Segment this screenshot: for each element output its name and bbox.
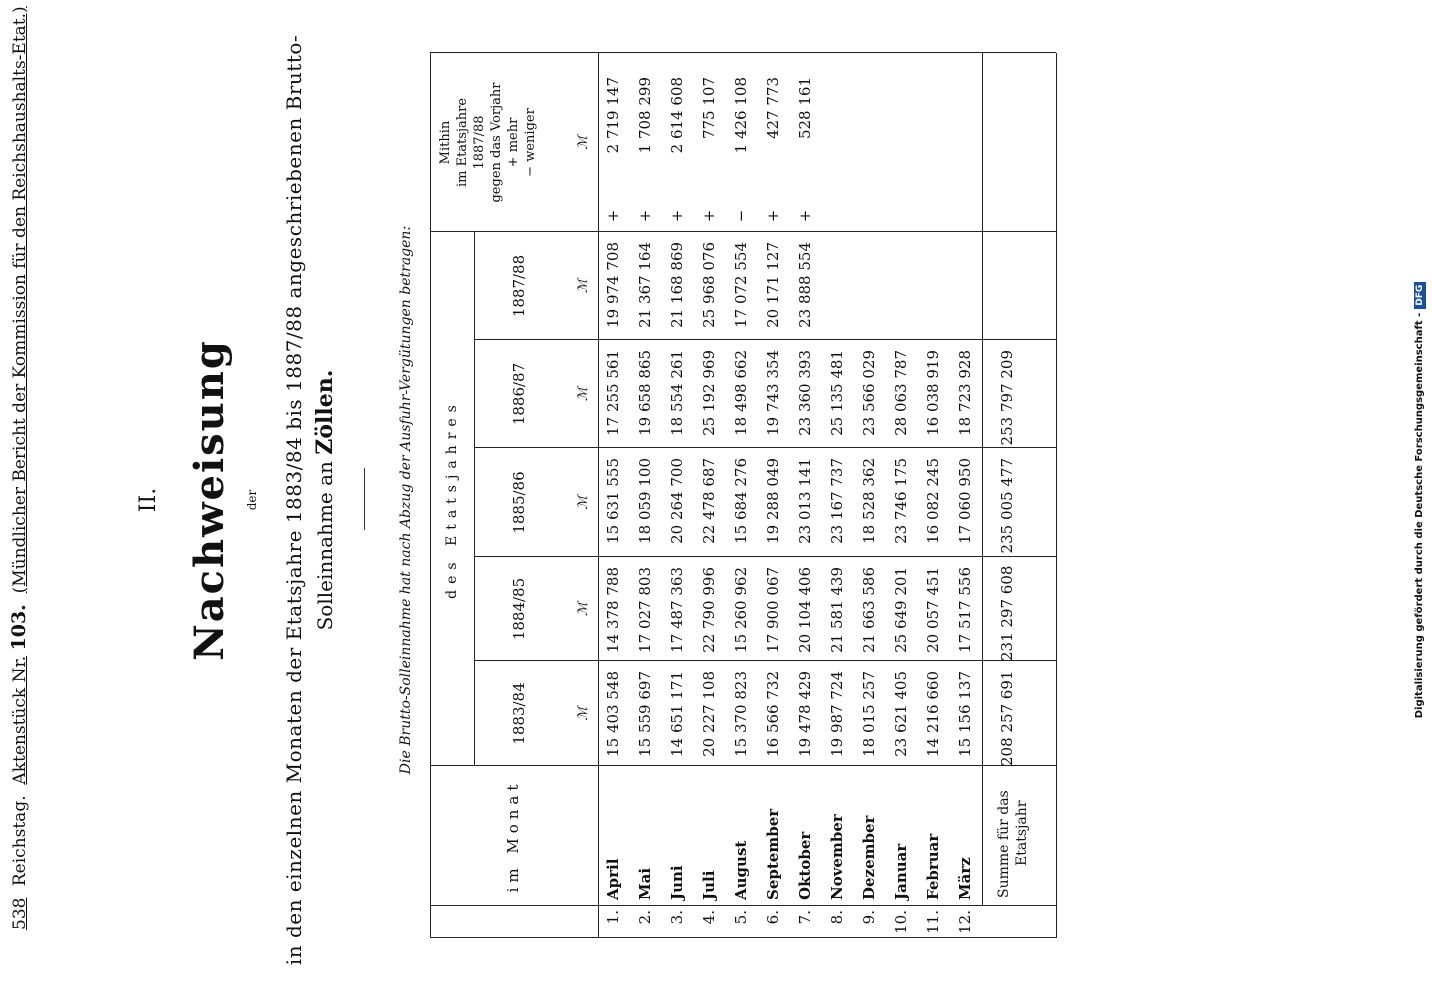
value-cell: 22 790 996 <box>700 567 718 653</box>
difference-sign: + <box>764 209 782 223</box>
value-cell: 18 059 100 <box>636 458 654 544</box>
currency-unit: ℳ <box>576 135 591 150</box>
row-number: 2. <box>636 910 654 925</box>
value-cell: 21 367 164 <box>636 242 654 328</box>
row-number: 1. <box>604 910 622 925</box>
value-cell: 25 968 076 <box>700 242 718 328</box>
intro-text: Die Brutto-Solleinnahme hat nach Abzug der Ausfuhr-Vergütungen betragen: <box>398 225 414 775</box>
value-cell: 19 658 865 <box>636 350 654 436</box>
difference-header-line: Mithin <box>438 120 453 165</box>
value-cell: 17 060 950 <box>956 458 974 544</box>
difference-sign: + <box>604 209 622 223</box>
difference-sign: + <box>668 209 686 223</box>
value-cell: 19 288 049 <box>764 458 782 544</box>
difference-value: 775 107 <box>700 77 718 140</box>
difference-value: 2 719 147 <box>604 77 622 154</box>
year-header: 1885/86 <box>510 471 528 534</box>
value-cell: 18 528 362 <box>860 458 878 544</box>
difference-sign: + <box>796 209 814 223</box>
month-label: Februar <box>924 833 942 900</box>
sum-label: Etatsjahr <box>1014 800 1030 866</box>
value-cell: 20 057 451 <box>924 567 942 653</box>
value-cell: 19 974 708 <box>604 242 622 328</box>
value-cell: 18 498 662 <box>732 350 750 436</box>
difference-header-line: − weniger <box>523 108 538 177</box>
value-cell: 17 517 556 <box>956 567 974 653</box>
value-cell: 19 987 724 <box>828 671 846 757</box>
value-cell: 20 264 700 <box>668 458 686 544</box>
difference-header-line: gegen das Vorjahr <box>489 82 504 203</box>
value-cell: 25 649 201 <box>892 567 910 653</box>
value-cell: 16 566 732 <box>764 671 782 757</box>
value-cell: 20 104 406 <box>796 567 814 653</box>
value-cell: 15 370 823 <box>732 671 750 757</box>
value-cell: 17 255 561 <box>604 350 622 436</box>
difference-header-line: im Etatsjahre <box>455 97 470 188</box>
header-doc-number: 103. <box>8 604 30 651</box>
month-label: September <box>764 808 782 900</box>
difference-value: 2 614 608 <box>668 77 686 154</box>
value-cell: 20 171 127 <box>764 242 782 328</box>
month-label: Juni <box>668 865 686 900</box>
header-doc: Aktenstück Nr. <box>10 655 30 785</box>
difference-value: 427 773 <box>764 77 782 140</box>
value-cell: 23 013 141 <box>796 458 814 544</box>
month-label: August <box>732 840 750 900</box>
value-cell: 15 684 276 <box>732 458 750 544</box>
year-header: 1884/85 <box>510 577 528 641</box>
difference-value: 528 161 <box>796 77 814 140</box>
value-cell: 25 192 969 <box>700 350 718 436</box>
sum-label: Summe für das <box>996 790 1012 898</box>
value-cell: 14 216 660 <box>924 671 942 757</box>
value-cell: 19 478 429 <box>796 671 814 757</box>
month-label: Mai <box>636 867 654 900</box>
year-header: 1886/87 <box>510 362 528 426</box>
difference-sign: + <box>636 209 654 223</box>
value-cell: 21 168 869 <box>668 242 686 328</box>
row-number: 8. <box>828 910 846 925</box>
difference-value: 1 426 108 <box>732 77 750 154</box>
column-rule <box>430 905 1056 906</box>
sum-value: 235 005 477 <box>998 458 1016 554</box>
value-cell: 15 559 697 <box>636 671 654 757</box>
difference-sign: + <box>700 209 718 223</box>
row-number: 10. <box>892 910 910 934</box>
currency-unit: ℳ <box>576 279 591 293</box>
month-label: März <box>956 857 974 900</box>
value-cell: 18 554 261 <box>668 350 686 436</box>
year-header: 1887/88 <box>510 254 528 318</box>
row-number: 12. <box>956 910 974 934</box>
header-report: (Mündlicher Bericht der Kommission für den Reichshaushalts-Etat.) <box>10 6 30 594</box>
value-cell: 25 135 481 <box>828 350 846 436</box>
subtitle-line-2-text: Solleinnahme an <box>313 461 337 631</box>
row-number: 9. <box>860 910 878 925</box>
value-cell: 20 227 108 <box>700 671 718 757</box>
title-der: der <box>245 489 259 511</box>
row-number: 5. <box>732 910 750 925</box>
subtitle-zoellen: Zöllen. <box>312 369 338 455</box>
row-number: 7. <box>796 910 814 925</box>
row-number: 4. <box>700 910 718 925</box>
value-cell: 23 167 737 <box>828 458 846 544</box>
value-cell: 17 072 554 <box>732 242 750 328</box>
value-cell: 17 027 803 <box>636 567 654 653</box>
group-header-rule <box>474 232 475 766</box>
subtitle-line-2 <box>312 0 338 1000</box>
month-label: April <box>604 858 622 900</box>
value-cell: 23 566 029 <box>860 350 878 436</box>
month-label: Dezember <box>860 815 878 900</box>
difference-header-line: 1887/88 <box>472 115 487 170</box>
value-cell: 15 403 548 <box>604 671 622 757</box>
page-number: 538 <box>10 897 30 930</box>
value-cell: 18 723 928 <box>956 350 974 436</box>
difference-header-line: + mehr <box>506 117 521 168</box>
month-label: Januar <box>892 843 910 900</box>
value-cell: 16 082 245 <box>924 458 942 544</box>
currency-unit: ℳ <box>576 706 591 721</box>
currency-unit: ℳ <box>576 602 591 616</box>
sum-value: 253 797 209 <box>998 350 1016 446</box>
value-cell: 14 651 171 <box>668 671 686 757</box>
value-cell: 15 260 962 <box>732 567 750 653</box>
credit-text: Digitalisierung gefördert durch die Deutsche Forschungsgemeinschaft - <box>1414 312 1425 719</box>
table-top-rule <box>430 53 431 938</box>
row-number: 3. <box>668 910 686 925</box>
row-number: 6. <box>764 910 782 925</box>
month-label: Oktober <box>796 831 814 900</box>
month-column-header: im Monat <box>504 779 522 893</box>
dfg-credit <box>1414 0 1426 1000</box>
value-cell: 15 156 137 <box>956 671 974 757</box>
value-cell: 14 378 788 <box>604 567 622 653</box>
year-header: 1883/84 <box>510 682 528 745</box>
value-cell: 23 746 175 <box>892 458 910 544</box>
value-cell: 18 015 257 <box>860 671 878 757</box>
value-cell: 21 581 439 <box>828 567 846 653</box>
value-cell: 17 487 363 <box>668 567 686 653</box>
dfg-logo: DFG <box>1414 282 1426 309</box>
month-label: November <box>828 814 846 900</box>
value-cell: 23 360 393 <box>796 350 814 436</box>
divider <box>364 468 365 530</box>
value-cell: 23 621 405 <box>892 671 910 757</box>
subtitle-line-1: in den einzelnen Monaten der Etatsjahre 1883/84 bis 1887/88 angeschriebenen Brutto- <box>282 34 306 966</box>
value-cell: 23 888 554 <box>796 242 814 328</box>
difference-sign: − <box>732 209 750 223</box>
sum-value: 208 257 691 <box>998 670 1016 766</box>
table-header-rule <box>598 53 599 938</box>
currency-unit: ℳ <box>576 495 591 510</box>
difference-value: 1 708 299 <box>636 77 654 154</box>
sum-value: 231 297 608 <box>998 565 1016 661</box>
value-cell: 22 478 687 <box>700 458 718 544</box>
etatsjahr-group-header: des Etatsjahres <box>444 399 460 599</box>
value-cell: 16 038 919 <box>924 350 942 436</box>
table-bottom-rule <box>1056 53 1057 938</box>
month-label: Juli <box>700 870 718 900</box>
data-table <box>430 53 1130 938</box>
currency-unit: ℳ <box>576 387 591 401</box>
row-number: 11. <box>924 910 942 934</box>
page-title: Nachweisung <box>186 339 233 661</box>
running-header <box>8 6 30 930</box>
section-number: II. <box>136 487 161 513</box>
value-cell: 15 631 555 <box>604 458 622 544</box>
sum-rule <box>982 53 983 906</box>
value-cell: 17 900 067 <box>764 567 782 653</box>
value-cell: 28 063 787 <box>892 350 910 436</box>
value-cell: 21 663 586 <box>860 567 878 653</box>
header-left: Reichstag. <box>10 795 30 887</box>
value-cell: 19 743 354 <box>764 350 782 436</box>
